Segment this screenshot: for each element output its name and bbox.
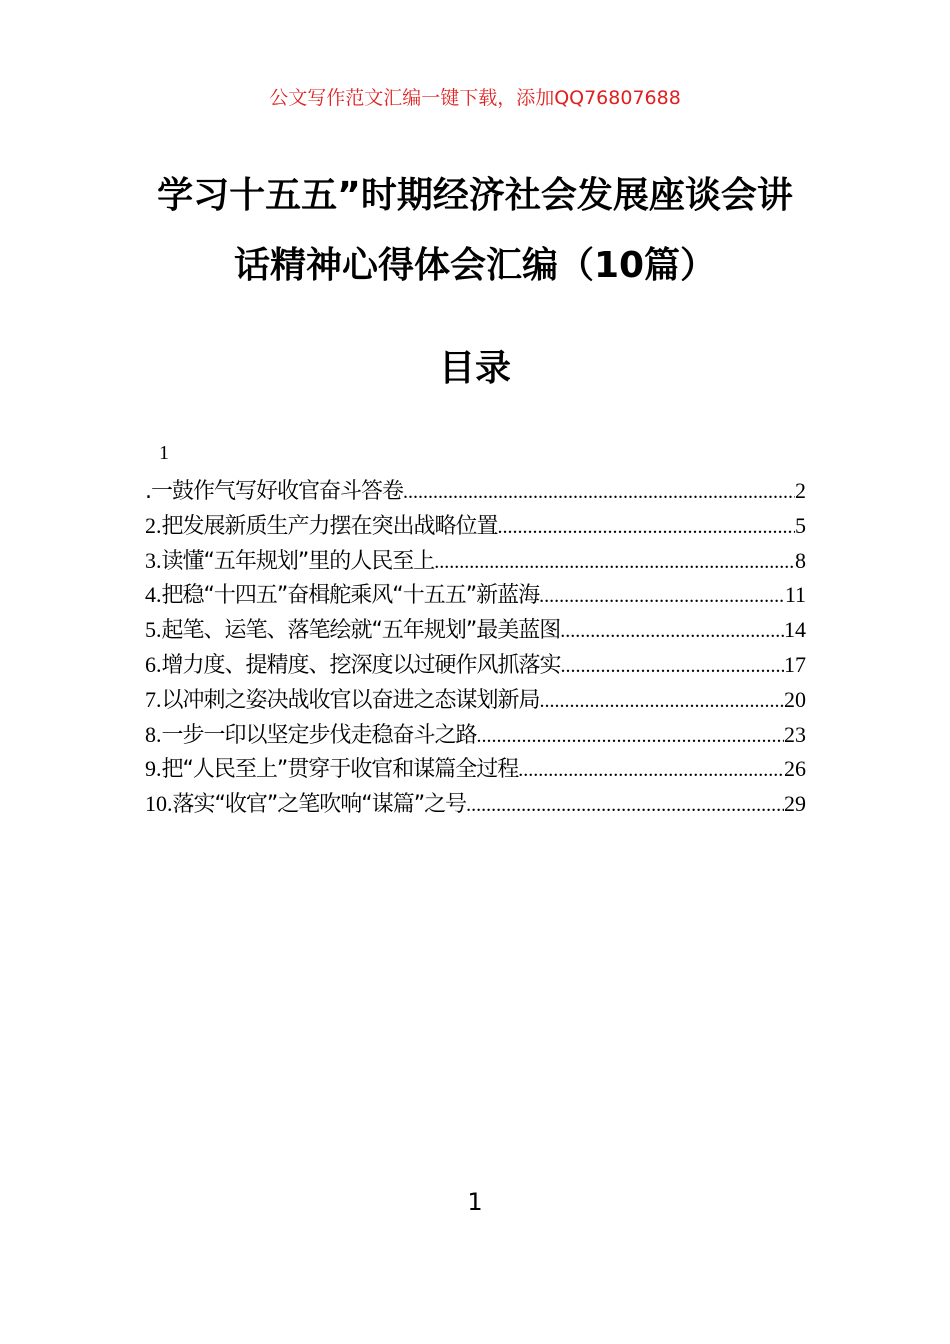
toc-entry-text: 以冲刺之姿决战收官以奋进之态谋划新局 bbox=[161, 687, 540, 713]
toc-entry-page: 26 bbox=[784, 756, 806, 782]
toc-entry-title bbox=[145, 613, 560, 648]
toc-entry-title bbox=[145, 787, 466, 822]
toc-entry-text: 一步一印以坚定步伐走稳奋斗之路 bbox=[161, 722, 477, 748]
toc-entry[interactable] bbox=[145, 509, 806, 544]
toc-leader-dots bbox=[466, 788, 784, 822]
toc-entry-page: 2 bbox=[795, 478, 806, 503]
document-title-line-1: 学习十五五”时期经济社会发展座谈会讲 bbox=[157, 175, 793, 216]
toc-entry-number: 10. bbox=[145, 791, 173, 817]
toc-entry-page: 20 bbox=[784, 686, 806, 712]
toc-entry-number: 8. bbox=[145, 721, 162, 747]
toc-entry[interactable] bbox=[145, 544, 806, 579]
toc-entry-page: 29 bbox=[784, 791, 806, 817]
toc-entry-number: 3. bbox=[145, 547, 162, 573]
toc-entry-number: 7. bbox=[145, 686, 162, 712]
toc-leader-dots bbox=[561, 649, 784, 683]
toc-leader-dots bbox=[477, 719, 784, 753]
toc-entry-title bbox=[145, 509, 498, 544]
toc-entry-page: 17 bbox=[784, 651, 806, 677]
toc-entry-text: 把“人民至上”贯穿于收官和谋篇全过程 bbox=[161, 757, 519, 783]
toc-entry-page: 11 bbox=[784, 582, 806, 608]
toc-entry[interactable] bbox=[145, 474, 806, 509]
toc-entry-title bbox=[145, 648, 561, 683]
toc-entry-page: 8 bbox=[795, 547, 806, 573]
toc-entry[interactable] bbox=[145, 752, 806, 787]
toc-leader-dots bbox=[539, 579, 785, 613]
toc-entry-number: 5. bbox=[145, 617, 162, 643]
toc-entry[interactable] bbox=[145, 718, 806, 753]
toc-entry-title bbox=[145, 752, 518, 787]
toc-entry-title bbox=[145, 683, 540, 718]
toc-leader-dots bbox=[434, 545, 795, 579]
toc-leader-dots bbox=[498, 510, 795, 544]
toc-entry[interactable] bbox=[145, 787, 806, 822]
toc-heading: 目录 bbox=[438, 348, 511, 389]
toc-entry-title bbox=[145, 544, 434, 579]
toc-entry-text: 把发展新质生产力摆在突出战略位置 bbox=[161, 513, 498, 539]
download-promo-note: 公文写作范文汇编一键下载，添加QQ76807688 bbox=[269, 87, 681, 109]
toc-entry-number: 6. bbox=[145, 651, 162, 677]
toc-entry-text: 把稳“十四五”奋楫舵乘风“十五五”新蓝海 bbox=[161, 583, 540, 609]
toc-entry-title bbox=[145, 718, 477, 753]
toc-entry[interactable] bbox=[145, 683, 806, 718]
toc-leader-dots bbox=[540, 684, 784, 718]
table-of-contents bbox=[145, 474, 806, 822]
toc-leader-dots bbox=[518, 753, 784, 787]
toc-leader-dots bbox=[403, 475, 795, 509]
toc-entry[interactable] bbox=[145, 648, 806, 683]
document-title-line-2: 话精神心得体会汇编（10篇） bbox=[233, 245, 717, 286]
toc-leader-dots bbox=[560, 614, 784, 648]
toc-entry-title bbox=[145, 474, 403, 509]
toc-entry-number: 9. bbox=[145, 756, 162, 782]
toc-stray-number: 1 bbox=[159, 442, 169, 464]
page-number: 1 bbox=[467, 1188, 483, 1216]
toc-entry-text: 起笔、运笔、落笔绘就“五年规划”最美蓝图 bbox=[161, 618, 561, 644]
toc-entry[interactable] bbox=[145, 578, 806, 613]
toc-entry-text: 落实“收官”之笔吹响“谋篇”之号 bbox=[172, 792, 467, 818]
toc-entry-text: .一鼓作气写好收官奋斗答卷 bbox=[145, 479, 403, 504]
toc-entry-text: 增力度、提精度、挖深度以过硬作风抓落实 bbox=[161, 652, 561, 678]
toc-entry-page: 14 bbox=[784, 617, 806, 643]
toc-entry-page: 5 bbox=[795, 512, 806, 538]
toc-entry-title bbox=[145, 578, 539, 613]
toc-entry-page: 23 bbox=[784, 721, 806, 747]
toc-entry-number: 4. bbox=[145, 582, 162, 608]
toc-entry-number: 2. bbox=[145, 512, 162, 538]
toc-entry-text: 读懂“五年规划”里的人民至上 bbox=[161, 548, 435, 574]
toc-entry[interactable] bbox=[145, 613, 806, 648]
